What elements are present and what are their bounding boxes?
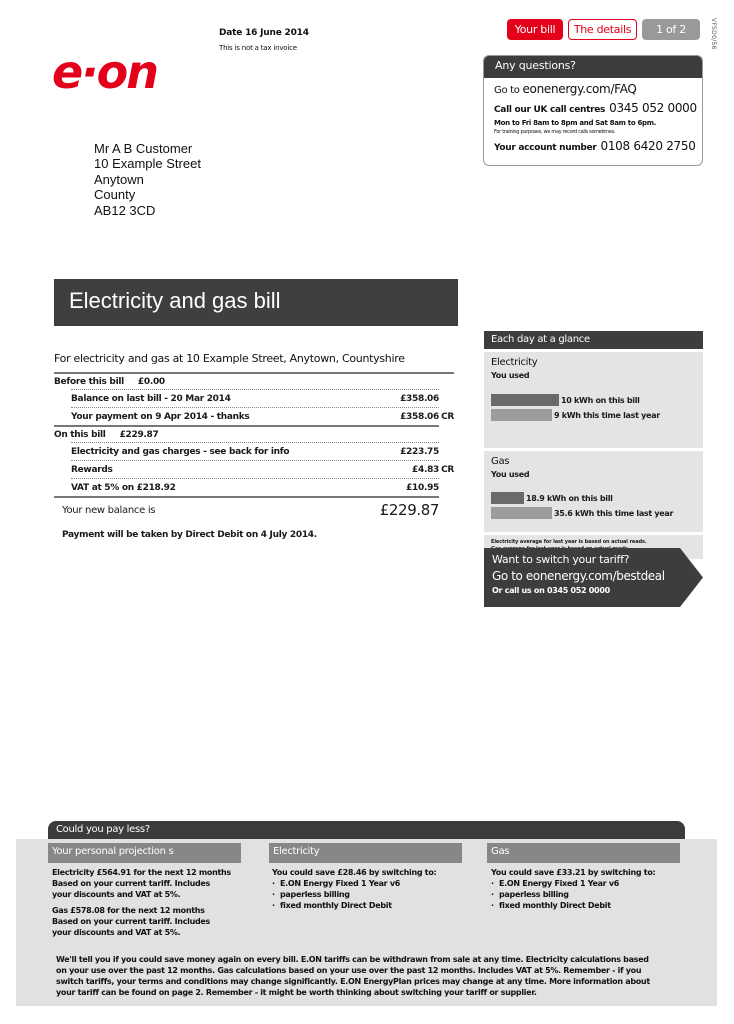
- page-indicator: 1 of 2: [642, 19, 700, 40]
- switch-tariff-banner[interactable]: [484, 548, 703, 607]
- payless-title: Could you pay less?: [48, 821, 685, 840]
- row-value: £4.83: [412, 464, 439, 475]
- gas-savings-heading: Gas: [487, 843, 680, 863]
- customer-address: [94, 141, 201, 218]
- faq-line: [494, 82, 702, 96]
- switch-phone: Or call us on 0345 052 0000: [492, 586, 610, 595]
- row-value: £358.06: [400, 393, 439, 404]
- section-label: Before this bill: [54, 377, 124, 387]
- training-note: For training purposes, we may record calls sometimes.: [494, 129, 616, 135]
- call-line: [494, 101, 702, 115]
- section-label: On this bill: [54, 430, 106, 440]
- usage-bar-row: [491, 408, 703, 422]
- list-item: · paperless billing: [272, 889, 472, 900]
- bestdeal-link[interactable]: Go to eonenergy.com/bestdeal: [492, 569, 665, 583]
- gas-savings-text: You could save £33.21 by switching to: · E.ON Energy Fixed 1 Year v6 · paperless billing · fixed monthly Direct Debit: [491, 867, 691, 911]
- faq-prefix: Go to: [494, 85, 523, 96]
- payment-note: Payment will be taken by Direct Debit on 4 July 2014.: [62, 530, 317, 540]
- row-value: £358.06: [400, 411, 439, 422]
- bill-date: Date 16 June 2014: [219, 28, 309, 38]
- current-usage-bar: [491, 492, 524, 504]
- summary-row: [71, 460, 454, 478]
- summary-row: [71, 478, 439, 496]
- row-label: Balance on last bill - 20 Mar 2014: [71, 393, 231, 404]
- current-usage-label: 10 kWh on this bill: [561, 395, 640, 405]
- divider: [54, 425, 439, 427]
- row-label: Electricity and gas charges - see back for info: [71, 446, 290, 457]
- page-title: Electricity and gas bill: [54, 279, 458, 326]
- address-line: AB12 3CD: [94, 202, 156, 218]
- glance-title: Each day at a glance: [484, 331, 703, 349]
- list-item: · E.ON Energy Fixed 1 Year v6: [491, 878, 691, 889]
- credit-marker: CR: [441, 464, 454, 475]
- gas-usage: [484, 451, 703, 532]
- faq-link[interactable]: eonenergy.com/FAQ: [522, 82, 637, 96]
- tab-your-bill[interactable]: Your bill: [507, 19, 563, 40]
- section-amount: £229.87: [119, 430, 159, 440]
- summary-heading: For electricity and gas at 10 Example Street, Anytown, Countyshire: [54, 352, 454, 374]
- on-this-bill: [54, 428, 454, 442]
- svg-text:e·on: e·on: [52, 48, 158, 96]
- bill-summary: [54, 352, 454, 540]
- usage-bar-row: [491, 491, 703, 505]
- projections-text: [52, 867, 252, 938]
- section-amount: £0.00: [137, 377, 165, 387]
- note-line: Electricity average for last year is based on actual reads.: [491, 539, 647, 545]
- credit-marker: CR: [441, 411, 454, 422]
- call-number: 0345 052 0000: [609, 101, 697, 115]
- electricity-projection: Electricity £564.91 for the next 12 months Based on your current tariff. Includes your discounts and VAT at 5%.: [52, 868, 231, 899]
- row-value: £10.95: [406, 482, 439, 493]
- new-balance-label: Your new balance is: [62, 504, 156, 516]
- usage-bar-row: [491, 506, 703, 520]
- list-item: · paperless billing: [491, 889, 691, 900]
- electricity-usage: [484, 352, 703, 448]
- account-line: [494, 139, 702, 153]
- account-number: 0108 6420 2750: [600, 139, 696, 153]
- gas-projection: Gas £578.08 for the next 12 months Based on your current tariff. Includes your discounts and VAT at 5%.: [52, 906, 210, 937]
- address-line: Anytown: [94, 171, 144, 187]
- electricity-savings-heading: Electricity: [269, 843, 462, 863]
- electricity-savings-text: You could save £28.46 by switching to: · E.ON Energy Fixed 1 Year v6 · paperless billing · fixed monthly Direct Debit: [272, 867, 472, 911]
- address-line: County: [94, 187, 136, 203]
- electricity-title: Electricity: [491, 357, 538, 368]
- tab-the-details[interactable]: The details: [568, 19, 637, 40]
- payless-panel: [16, 839, 717, 1006]
- savings-disclaimer: We'll tell you if you could save money again on every bill. E.ON tariffs can be withdrawn from sale at any time. Electricity calculations based on your use over the past 12 months. Gas calculations based on your use over the past 12 months. Includes VAT at 5%. Remember - if you switch tariffs, your terms and conditions may change significantly. E.ON EnergyPlan prices may change at any time. More information about your tariff can be found on page 2. Remember - it might be worth thinking about switching your tariff or supplier.: [56, 955, 650, 997]
- row-label: Rewards: [71, 464, 113, 475]
- summary-row: [71, 389, 439, 407]
- projections-heading: Your personal projection s: [48, 843, 241, 863]
- gas-title: Gas: [491, 456, 510, 467]
- questions-title: Any questions?: [484, 56, 702, 78]
- call-label: Call our UK call centres: [494, 105, 606, 115]
- eon-logo: [52, 48, 192, 96]
- current-usage-label: 18.9 kWh on this bill: [526, 493, 613, 503]
- summary-row: [71, 407, 454, 425]
- row-label: Your payment on 9 Apr 2014 - thanks: [71, 411, 250, 422]
- new-balance: [54, 499, 439, 521]
- new-balance-value: £229.87: [379, 501, 439, 519]
- list-item: · E.ON Energy Fixed 1 Year v6: [272, 878, 472, 889]
- opening-hours: Mon to Fri 8am to 8pm and Sat 8am to 6pm.: [494, 119, 657, 127]
- current-usage-bar: [491, 394, 559, 406]
- address-line: 10 Example Street: [94, 156, 201, 172]
- row-label: VAT at 5% on £218.92: [71, 482, 176, 493]
- row-value: £223.75: [400, 446, 439, 457]
- bill-tabs: [507, 19, 700, 40]
- list-item: · fixed monthly Direct Debit: [491, 900, 691, 911]
- document-code: VFSD0/56: [710, 18, 717, 50]
- address-line: Mr A B Customer: [94, 141, 193, 156]
- usage-bar-row: [491, 393, 703, 407]
- last-year-usage-bar: [491, 409, 552, 421]
- account-label: Your account number: [494, 143, 597, 153]
- summary-row: [71, 442, 439, 460]
- tax-invoice-note: This is not a tax invoice: [219, 44, 297, 52]
- last-year-usage-label: 35.6 kWh this time last year: [554, 508, 674, 518]
- questions-box: [483, 55, 703, 166]
- last-year-usage-bar: [491, 507, 552, 519]
- switch-question: Want to switch your tariff?: [492, 553, 630, 566]
- before-this-bill: [54, 375, 454, 389]
- you-used-label: You used: [491, 470, 530, 479]
- you-used-label: You used: [491, 371, 530, 380]
- divider: [54, 496, 439, 498]
- last-year-usage-label: 9 kWh this time last year: [554, 410, 660, 420]
- list-item: · fixed monthly Direct Debit: [272, 900, 472, 911]
- usage-glance: [484, 331, 703, 559]
